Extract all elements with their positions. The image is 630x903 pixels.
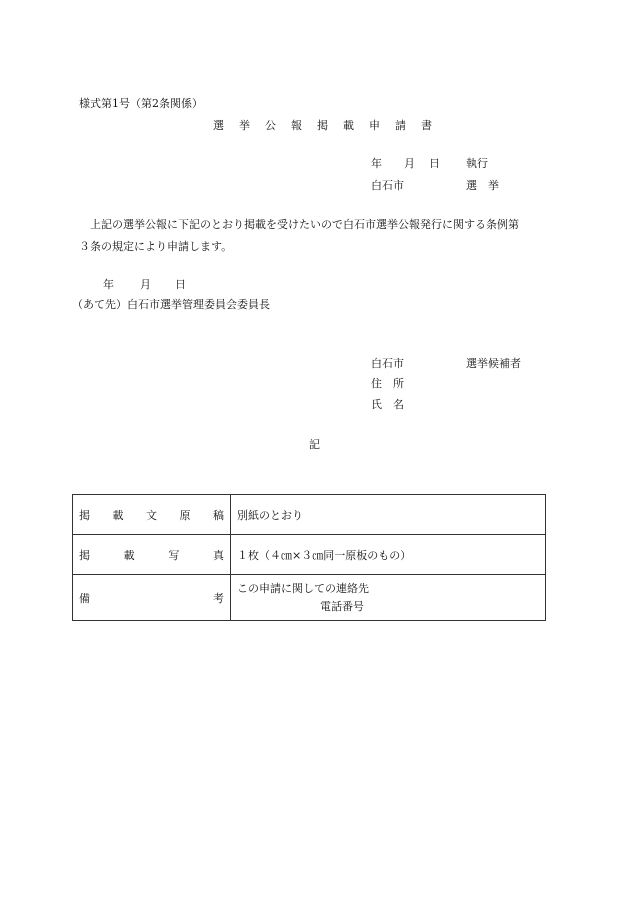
row-label — [73, 535, 231, 575]
election-city: 白石市 — [371, 179, 404, 192]
label-char: 稿 — [213, 508, 224, 522]
row-value — [231, 575, 546, 621]
label-char: 備 — [79, 591, 90, 605]
form-number: 様式第1号（第2条関係） — [79, 97, 203, 110]
candidate-city: 白石市 — [371, 357, 404, 370]
body-text-line-2: ３条の規定により申請します。 — [79, 240, 233, 253]
phone-label: 電話番号 — [320, 599, 364, 613]
title-char: 選 — [213, 119, 224, 132]
title-char: 書 — [421, 119, 432, 132]
title-char: 載 — [343, 119, 354, 132]
application-month: 月 — [140, 278, 151, 291]
label-char: 考 — [213, 591, 224, 605]
execution-suffix: 執行 — [466, 157, 488, 170]
addressee: （あて先）白石市選挙管理委員会委員長 — [72, 298, 270, 311]
execution-day: 日 — [429, 157, 440, 170]
election-label: 選 挙 — [466, 179, 499, 192]
title-char: 公 — [265, 119, 276, 132]
title-char: 報 — [291, 119, 302, 132]
label-char: 写 — [168, 548, 180, 562]
row-value: 別紙のとおり — [231, 495, 546, 535]
execution-month: 月 — [404, 157, 415, 170]
application-year: 年 — [103, 278, 114, 291]
label-char: 原 — [179, 508, 191, 522]
table-row — [73, 495, 546, 535]
name-label: 氏 名 — [371, 398, 404, 411]
row-value: １枚（４㎝×３㎝同一原板のもの） — [231, 535, 546, 575]
label-char: 載 — [112, 508, 124, 522]
application-table — [72, 494, 546, 621]
label-char: 掲 — [79, 508, 90, 522]
ki-heading: 記 — [309, 438, 320, 451]
execution-year: 年 — [371, 157, 382, 170]
candidate-label: 選挙候補者 — [466, 357, 521, 370]
body-text-line-1: 上記の選挙公報に下記のとおり掲載を受けたいので白石市選挙公報発行に関する条例第 — [90, 218, 519, 231]
contact-line: この申請に関しての連絡先 — [237, 581, 369, 595]
title-char: 申 — [369, 119, 380, 132]
title-char: 挙 — [239, 119, 250, 132]
document-title — [213, 119, 432, 133]
title-char: 掲 — [317, 119, 328, 132]
label-char: 文 — [146, 508, 157, 522]
label-char: 掲 — [79, 548, 90, 562]
title-char: 請 — [395, 119, 406, 132]
table-row — [73, 535, 546, 575]
label-char: 載 — [123, 548, 135, 562]
row-label — [73, 575, 231, 621]
table-row — [73, 575, 546, 621]
label-char: 真 — [212, 548, 224, 562]
address-label: 住 所 — [371, 377, 404, 390]
row-label — [73, 495, 231, 535]
application-day: 日 — [175, 278, 186, 291]
